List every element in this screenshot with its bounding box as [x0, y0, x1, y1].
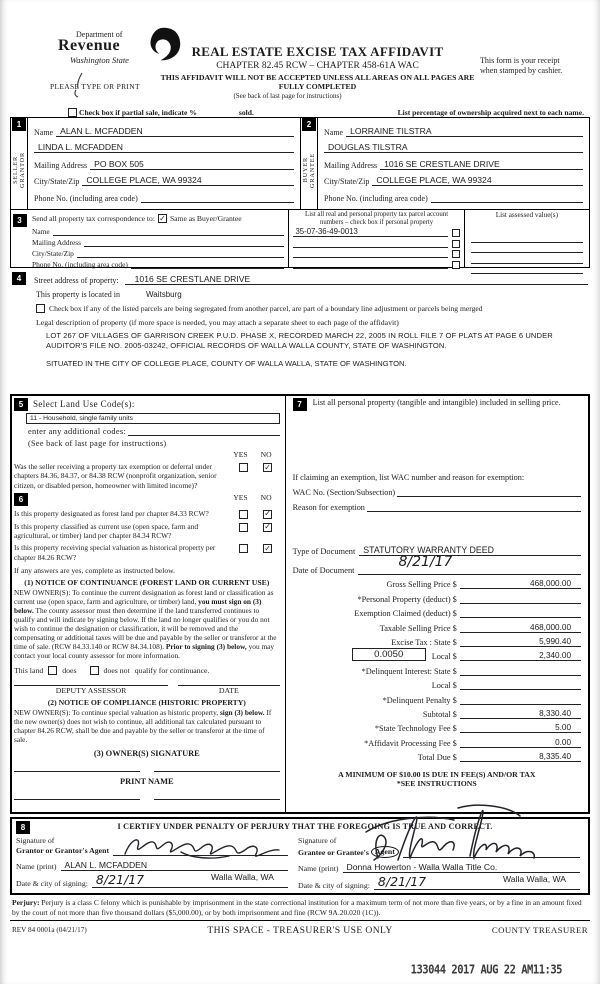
parcel-row-3 [293, 248, 459, 259]
seller-name-value: ALAN L. MCFADDEN [56, 126, 294, 137]
seller-city-label: City/State/Zip [34, 177, 80, 186]
seller-city-value: COLLEGE PLACE, WA 99324 [82, 175, 294, 186]
delinq-local-label: Local [431, 681, 451, 691]
yes-header-2: YES [233, 492, 248, 502]
seller-mailing-row [34, 153, 294, 170]
total-due-value: 8,335.40 [460, 752, 581, 762]
seller-box [11, 118, 300, 209]
partial-sale-label: Check box if partial sale, indicate % [79, 108, 197, 117]
no-header-2: NO [260, 492, 272, 502]
corr-city-blank [77, 257, 285, 258]
parcel-3-personal-checkbox[interactable] [452, 250, 460, 258]
form-header [10, 30, 590, 104]
situated-text: SITUATED IN THE CITY OF COLLEGE PLACE, COUNTY OF WALLA WALLA, STATE OF WASHINGTON. [46, 358, 407, 368]
notice1-e: you may contact your local county assessor for more information. [14, 642, 275, 661]
buyer-phone-label: Phone No. (including area code) [324, 193, 428, 203]
no-header: NO [260, 450, 272, 459]
dollar-sign: $ [452, 609, 457, 619]
assessed-blank-2 [471, 243, 583, 254]
grantor-city-value: Walla Walla, WA [210, 872, 274, 883]
does-not-label: does not [103, 665, 130, 675]
seller-name2-row [34, 137, 294, 154]
main-box [10, 394, 590, 814]
buyer-name2-row [324, 137, 583, 154]
wac-label: WAC No. (Section/Subsection) [292, 488, 396, 497]
seller-vertical-label [12, 131, 26, 209]
buyer-name2-value: DOUGLAS TILSTRA [324, 142, 583, 153]
partial-sale-checkbox[interactable] [68, 108, 77, 117]
assessed-blank-4 [471, 264, 583, 275]
buyer-mailing-value: 1016 SE CRESTLANE DRIVE [380, 159, 583, 170]
section-8-badge: 8 [16, 821, 30, 834]
s5-q1-no-checkbox[interactable]: ✓ [264, 462, 271, 472]
seller-phone-blank [141, 202, 294, 203]
legal-description-label: Legal description of property (if more space is needed, you may attach a separate sheet to each page of the affidavit) [36, 318, 399, 327]
fin-row-delinq-local [293, 676, 581, 690]
notice-compliance-title: (2) NOTICE OF COMPLIANCE (HISTORIC PROPERTY) [47, 697, 246, 707]
section-5-badge: 5 [14, 398, 28, 411]
penalty-value [460, 704, 581, 705]
dollar-sign: $ [452, 580, 457, 590]
wac-row [293, 482, 581, 497]
penalty-label: *Delinquent Penalty [382, 695, 451, 705]
gross-value: 468,000.00 [460, 579, 581, 589]
subtotal-value: 8,330.40 [460, 709, 581, 719]
please-type-label: PLEASE TYPE OR PRINT [50, 82, 140, 91]
buyer-phone-blank [431, 202, 583, 203]
located-label: This property is located in [36, 290, 120, 299]
owner-signature-lines [14, 771, 280, 772]
grantee-word: GRANTEE [309, 152, 316, 188]
dollar-sign: $ [452, 738, 457, 748]
land-use-column [12, 396, 286, 812]
seller-name-label: Name [34, 127, 54, 137]
corr-mailing-blank [84, 246, 284, 247]
street-address-value: 1016 SE CRESTLANE DRIVE [125, 274, 588, 285]
parcel-4-blank [293, 268, 447, 269]
dollar-sign: $ [452, 594, 457, 604]
notice2-a: NEW OWNER(S): To continue special valuation as historic property, [14, 707, 220, 717]
tech-fee-value: 5.00 [460, 723, 581, 733]
land-use-code-value[interactable]: 11 - Household, single family units [26, 413, 280, 424]
buyer-city-value: COLLEGE PLACE, WA 99324 [372, 175, 583, 186]
fin-row-exemption [293, 604, 581, 618]
title-block [160, 44, 475, 100]
dollar-sign: $ [452, 666, 457, 676]
owners-signature-title: (3) OWNER(S) SIGNATURE [93, 748, 200, 758]
buyer-vertical-label [302, 131, 316, 209]
corr-phone-blank [131, 268, 285, 269]
tax-column [286, 396, 588, 812]
grantee-date-row [298, 873, 580, 890]
excise-state-label: Excise Tax : State [391, 637, 451, 647]
processing-fee-value: 0.00 [460, 738, 581, 748]
minimum-note: A MINIMUM OF $10.00 IS DUE IN FEE(S) AND/OR TAX [338, 770, 536, 780]
notice1-a: NEW OWNER(S): To continue the current designation as forest land or classification as current use (open space, farm and agriculture, or timber) land, [14, 587, 274, 606]
grantee-date-line [374, 874, 580, 890]
correspondence-column [11, 210, 288, 267]
seller-mailing-label: Mailing Address [34, 160, 88, 170]
dollar-sign: $ [452, 753, 457, 763]
fin-row-tech-fee [293, 719, 581, 733]
section-3-badge: 3 [13, 214, 27, 227]
assessor-date-label: DATE [178, 685, 280, 695]
seller-city-row [34, 170, 294, 187]
corr-name-row [32, 225, 284, 236]
date-of-document-value: 8/21/17 [398, 554, 453, 570]
fin-row-personal [293, 589, 581, 603]
fin-row-total-due [293, 748, 581, 762]
section-3-strip [11, 212, 28, 265]
parcel-3-blank [293, 257, 447, 258]
parcel-number-value: 35-07-36-49-0013 [293, 227, 447, 237]
corr-city-label: City/State/Zip [32, 249, 74, 258]
grantee-signature-block [298, 836, 580, 890]
section-7-badge: 7 [293, 398, 307, 411]
assessed-blank-1 [471, 232, 583, 243]
s6-q2-no-checkbox[interactable]: ✓ [264, 522, 271, 532]
notice2-b: sign (3) below. [219, 707, 265, 717]
section-6-badge: 6 [14, 493, 28, 506]
notice1-c: The county assessor must then determine if the land transferred continues to qualify and will indicate by signing below. If the land no longer qualifies or you do not wish to continue the designation or classification, it will be removed and the compensating or additional taxes will be due and payable by the seller or transferor at the time of sale. (RCW 84.33.140 or RCW 84.34.108). [14, 605, 277, 652]
county-treasurer-label: COUNTY TREASURER [491, 925, 588, 936]
property-section [10, 268, 590, 390]
segregated-label: Check box if any of the listed parcels are being segregated from another parcel, are part of a boundary line adjustment or parcels being merged [49, 304, 483, 313]
s6-q3-yes-checkbox[interactable] [239, 544, 248, 553]
fin-row-excise-state [293, 633, 581, 647]
grantee-city-value: Walla Walla, WA [502, 874, 566, 885]
corr-name-label: Name [32, 227, 50, 236]
does-not-checkbox[interactable] [90, 666, 99, 675]
grantor-signature-line [113, 846, 288, 856]
street-address-label: Street address of property: [34, 276, 119, 285]
if-yes-note: If any answers are yes, complete as instructed below. [14, 565, 176, 575]
print-name-title: PRINT NAME [120, 776, 174, 786]
buyer-mailing-row [324, 153, 583, 170]
current-use-question [14, 522, 280, 541]
grantor-name-row [16, 856, 288, 871]
historic-property-question [14, 543, 280, 562]
seller-word: SELLER [12, 156, 19, 184]
grantee-sig-label-2: Grantee or Grantee's [298, 848, 369, 858]
street-address-row [12, 272, 588, 285]
grantor-signature-block [16, 836, 298, 890]
grantee-date-value: 8/21/17 [377, 874, 427, 890]
fin-row-processing-fee [293, 733, 581, 747]
corr-mailing-label: Mailing Address [32, 238, 82, 247]
signature-columns [16, 836, 580, 890]
owner-sig-blank-2 [154, 771, 280, 772]
perjury-note [10, 898, 590, 918]
additional-codes-label: enter any additional codes: [28, 427, 127, 436]
dollar-sign: $ [452, 637, 457, 647]
buyer-name-row [324, 120, 583, 137]
buyer-mailing-label: Mailing Address [324, 160, 378, 170]
forest-land-question [14, 509, 280, 519]
assessed-header: List assessed value(s) [495, 211, 558, 219]
delinq-local-value [460, 689, 581, 690]
buyer-word: BUYER [302, 157, 309, 183]
dollar-sign: $ [452, 709, 457, 719]
grantee-signature-line [403, 848, 580, 858]
wac-blank [397, 496, 581, 497]
grantee-name-value: Donna Howerton - Walla Walla Title Co. [343, 862, 581, 873]
fin-row-gross [293, 575, 581, 589]
additional-codes-blank [128, 427, 279, 436]
notice-continuance-title: (1) NOTICE OF CONTINUANCE (FOREST LAND OR CURRENT USE) [24, 577, 270, 587]
section-7-header [293, 398, 581, 411]
fin-row-subtotal [293, 705, 581, 719]
parcel-row-2 [293, 237, 459, 248]
section-1-badge: 1 [12, 118, 26, 131]
grantee-name-label: Name (print) [298, 864, 339, 874]
dollar-sign: $ [452, 681, 457, 691]
seller-phone-label: Phone No. (including area code) [34, 193, 138, 203]
grantor-word: GRANTOR [19, 152, 26, 188]
date-of-document-line [358, 556, 581, 575]
section-6-header [14, 493, 280, 506]
logo-revenue-text: Revenue [58, 37, 121, 54]
see-instructions-note: *SEE INSTRUCTIONS [396, 779, 477, 789]
this-land-label: This land [14, 665, 44, 675]
reason-row [293, 497, 581, 512]
dollar-sign: $ [452, 652, 457, 662]
section-4-badge: 4 [12, 272, 26, 285]
correspondence-header [32, 212, 284, 225]
buyer-name-label: Name [324, 127, 344, 137]
parcel-4-personal-checkbox[interactable] [452, 261, 460, 269]
reason-blank [367, 511, 581, 512]
fin-row-delinq-interest [293, 661, 581, 675]
seller-name2-value: LINDA L. MCFADDEN [34, 142, 294, 153]
receipt-line2: when stamped by cashier. [480, 66, 563, 75]
s6-q3-no-checkbox[interactable]: ✓ [264, 543, 271, 553]
send-correspondence-label: Send all property tax correspondence to: [32, 214, 155, 223]
buyer-box [300, 118, 589, 209]
grantor-date-label: Date & city of signing: [16, 879, 88, 889]
certify-row [16, 821, 580, 834]
assessed-blank-3 [471, 253, 583, 264]
yes-header: YES [233, 450, 248, 459]
corr-mailing-row [32, 236, 284, 247]
segregated-checkbox[interactable] [36, 304, 45, 313]
additional-codes-row [28, 427, 280, 436]
buyer-city-label: City/State/Zip [324, 177, 370, 186]
grantee-sig-line-row [298, 846, 580, 858]
seller-mailing-value: PO BOX 505 [90, 159, 294, 170]
does-label: does [62, 665, 77, 675]
receipt-note [480, 56, 588, 76]
local-rate-box: 0.0050 [352, 648, 426, 661]
local-label: Local [431, 652, 451, 662]
tax-correspondence-section [10, 210, 590, 268]
corr-phone-row [32, 258, 284, 269]
grantor-date-line [92, 872, 288, 888]
continuance-qualify-row [14, 666, 280, 675]
see-back-note: (See back of last page for instructions) [233, 92, 342, 100]
subtotal-label: Subtotal [422, 709, 451, 719]
logo-state-text: Washington State [70, 55, 129, 65]
fin-row-penalty [293, 690, 581, 704]
does-checkbox[interactable] [48, 666, 57, 675]
grantor-name-label: Name (print) [16, 862, 57, 872]
type-of-document-value: STATUTORY WARRANTY DEED [359, 545, 581, 556]
deputy-assessor-label: DEPUTY ASSESSOR [14, 685, 168, 695]
notice1-b: you must sign on (3) below. [14, 596, 262, 615]
seller-strip [11, 118, 28, 209]
s6-q2-yes-checkbox[interactable] [239, 523, 248, 532]
notice1-d: Prior to signing (3) below, [165, 642, 247, 652]
receipt-line1: This form is your receipt [480, 56, 560, 65]
parcel-row-1 [293, 227, 459, 238]
form-warning: THIS AFFIDAVIT WILL NOT BE ACCEPTED UNLESS ALL AREAS ON ALL PAGES ARE FULLY COMPLETED [160, 73, 475, 91]
section5-yes-no-header [14, 450, 280, 459]
seller-exemption-text: Was the seller receiving a property tax exemption or deferral under chapters 84.36, 84.37, or 84.38 RCW (nonprofit organization, senior citizen, or disabled person, homeowner with limited income)? [14, 462, 217, 490]
logo-dept-text: Department of [76, 30, 123, 39]
seller-exemption-question [14, 462, 280, 490]
form-title: REAL ESTATE EXCISE TAX AFFIDAVIT [191, 44, 444, 59]
exemption-value [460, 617, 581, 618]
exemption-note: If claiming an exemption, list WAC number and reason for exemption: [292, 473, 525, 482]
grantor-date-row [16, 871, 288, 888]
notice2-c: If the new owner(s) does not wish to continue, all additional tax calculated pursuant to chapter 84.26 RCW, shall be due and payable by the seller or transferor at the time of sale. [14, 707, 272, 744]
print-name-blank-2 [154, 799, 280, 800]
section-2-badge: 2 [302, 118, 316, 131]
corr-phone-label: Phone No. (including area code) [32, 260, 128, 269]
deputy-assessor-row [14, 685, 280, 695]
personal-label: *Personal Property (deduct) [357, 594, 451, 604]
footer-rule [10, 920, 590, 921]
cashier-stamp: 133044 2017 AUG 22 AM11:35 [410, 963, 562, 977]
s6-q1-no-checkbox[interactable]: ✓ [264, 509, 271, 519]
grantor-sig-line-row [16, 846, 288, 856]
reason-label: Reason for exemption [292, 503, 365, 512]
section-5-header [14, 398, 280, 411]
dollar-sign: $ [452, 724, 457, 734]
local-value: 2,340.00 [460, 651, 581, 661]
grantor-sig-label-1: Signature of [16, 836, 55, 845]
perjury-text: Perjury is a class C felony which is punishable by imprisonment in the state correctional institution for a maximum term of not more than five years, or by a fine in an amount fixed by the court of not more than five thousand dollars ($5,000.00), or by both imprisonment and fine (RCW 9A.20.020 (1C)). [12, 898, 582, 917]
corr-name-blank [53, 235, 285, 236]
seller-phone-row [34, 186, 294, 203]
buyer-name-value: LORRAINE TILSTRA [346, 126, 583, 137]
pen-mark [72, 72, 88, 103]
current-use-text: Is this property classified as current use (open space, farm and agricultural, or timber) land per chapter 84.34 RCW? [14, 521, 199, 540]
grantor-date-value: 8/21/17 [95, 872, 145, 888]
located-value: Waitsburg [145, 290, 182, 299]
buyer-strip [301, 118, 318, 209]
parcel-row-4 [293, 258, 459, 269]
buyer-fields [318, 118, 589, 209]
notice-continuance-body [14, 588, 280, 661]
grantee-date-label: Date & city of signing: [298, 881, 370, 891]
grantee-agent-circled: Agent [371, 846, 399, 858]
parcel-header: List all real and personal property tax parcel account numbers – check box if personal property [305, 211, 449, 226]
delinq-interest-value [460, 675, 581, 676]
seller-name-row [34, 120, 294, 137]
grantor-sig-label-2: Grantor or Grantor's Agent [16, 846, 110, 856]
tech-fee-label: *State Technology Fee [374, 724, 451, 734]
delinq-interest-label: *Delinquent Interest: State [361, 666, 451, 676]
fin-row-local [293, 647, 581, 661]
personal-property-title: List all personal property (tangible and intangible) included in selling price. [312, 398, 561, 407]
total-due-label: Total Due [417, 753, 451, 763]
parcel-2-personal-checkbox[interactable] [452, 240, 460, 248]
buyer-phone-row [324, 186, 583, 203]
notice-compliance-body [14, 708, 280, 744]
section6-yes-no-header [233, 493, 279, 506]
certification-section [10, 817, 590, 895]
fin-row-taxable [293, 618, 581, 632]
segregated-row [36, 304, 588, 313]
legal-description-text: LOT 267 OF VILLAGES OF GARRISON CREEK P.U.D. PHASE X, RECORDED MARCH 22, 2005 IN ROLL FILE 7 OF PLATS AT PAGE 6 UNDER AUDITOR'S FILE NO. 2005-03242, OFFICIAL RECORDS OF WALLA WALLA COUNTY, STATE OF WASHINGTON. [46, 331, 553, 350]
print-name-lines [14, 799, 280, 800]
seller-fields [28, 118, 300, 209]
parcel-1-personal-checkbox[interactable] [452, 229, 460, 237]
excise-state-value: 5,990.40 [460, 637, 581, 647]
perjury-label: Perjury: [12, 898, 40, 908]
rev-number: REV 84 0001a (04/21/17) [12, 926, 87, 935]
processing-fee-label: *Affidavit Processing Fee [364, 738, 451, 748]
certify-text: I CERTIFY UNDER PENALTY OF PERJURY THAT THE FOREGOING IS TRUE AND CORRECT. [117, 822, 493, 831]
historic-property-text: Is this property receiving special valuation as historical property per chapter 84.26 RCW? [14, 543, 216, 562]
grantor-name-value: ALAN L. MCFADDEN [61, 860, 289, 871]
dollar-sign: $ [452, 623, 457, 633]
corr-city-row [32, 247, 284, 258]
parcel-2-blank [293, 247, 447, 248]
parcel-column [288, 210, 464, 267]
located-row [36, 290, 588, 299]
sold-label: sold. [238, 108, 254, 117]
footer-row [10, 925, 590, 936]
exemption-label: Exemption Claimed (deduct) [354, 609, 451, 619]
taxable-label: Taxable Selling Price [379, 623, 451, 633]
ownership-note: List percentage of ownership acquired next to each name. [397, 108, 584, 117]
personal-value [460, 603, 581, 604]
print-name-blank-1 [14, 799, 140, 800]
dollar-sign: $ [452, 695, 457, 705]
correspondence-fields [28, 212, 284, 269]
assessed-column [465, 210, 589, 267]
s5-q1-yes-checkbox[interactable] [239, 463, 248, 472]
same-as-buyer-checkbox[interactable]: ✓ [159, 213, 166, 223]
qualify-label: qualify for continuance. [134, 665, 210, 675]
grantee-sig-label-1: Signature of [298, 836, 337, 845]
taxable-value: 468,000.00 [460, 623, 581, 633]
forest-land-text: Is this property designated as forest land per chapter 84.33 RCW? [14, 508, 209, 518]
s6-q1-yes-checkbox[interactable] [239, 510, 248, 519]
date-of-document-label: Date of Document [292, 566, 355, 575]
partial-sale-line [10, 104, 590, 117]
form-subtitle: CHAPTER 82.45 RCW – CHAPTER 458-61A WAC [216, 61, 419, 71]
grantee-name-row [298, 858, 580, 873]
treasurer-space-label: THIS SPACE - TREASURER'S USE ONLY [207, 924, 393, 936]
parties-section [10, 117, 590, 210]
section5-see-back: (See back of last page for instructions) [28, 439, 167, 448]
owner-sig-blank-1 [14, 771, 140, 772]
buyer-city-row [324, 170, 583, 187]
date-of-document-row [293, 556, 581, 575]
gross-label: Gross Selling Price [386, 580, 451, 590]
type-of-document-label: Type of Document [292, 547, 356, 556]
land-use-title: Select Land Use Code(s): [33, 399, 135, 409]
same-as-buyer-label: Same as Buyer/Grantee [169, 214, 242, 223]
